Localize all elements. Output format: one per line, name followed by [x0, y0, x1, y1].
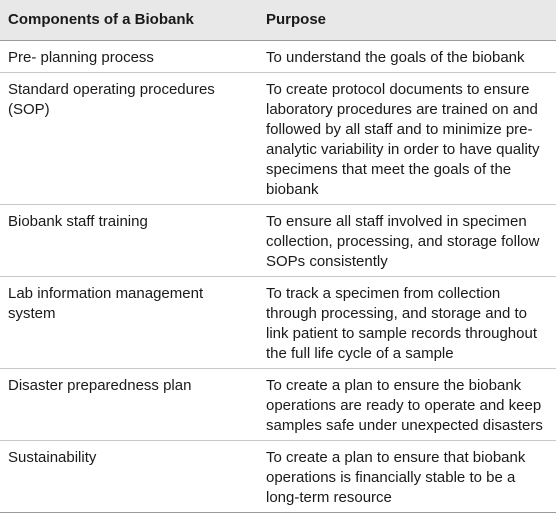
purpose-cell: To track a specimen from collection through processing, and storage and to link patient to sample records throughout the full life cycle of a sample	[258, 277, 556, 369]
table-row	[0, 41, 556, 73]
table-row	[0, 369, 556, 441]
purpose-cell: To understand the goals of the biobank	[258, 41, 556, 73]
purpose-cell: To create a plan to ensure that biobank operations is financially stable to be a long-term resource	[258, 441, 556, 513]
table-header	[0, 0, 556, 41]
purpose-cell: To create a plan to ensure the biobank operations are ready to operate and keep samples safe under unexpected disasters	[258, 369, 556, 441]
table-row	[0, 205, 556, 277]
component-cell: Biobank staff training	[0, 205, 258, 277]
table-row	[0, 73, 556, 205]
header-purpose: Purpose	[266, 11, 327, 28]
header-row	[0, 0, 556, 41]
header-components: Components of a Biobank	[8, 11, 194, 28]
component-cell: Standard operating procedures (SOP)	[0, 73, 258, 205]
component-cell: Lab information management system	[0, 277, 258, 369]
table-body	[0, 41, 556, 513]
component-cell: Sustainability	[0, 441, 258, 513]
purpose-cell: To create protocol documents to ensure laboratory procedures are trained on and followed by all staff and to minimize pre-analytic variability in order to have quality specimens that meet the goals of the biobank	[258, 73, 556, 205]
table-row	[0, 441, 556, 513]
component-cell: Disaster preparedness plan	[0, 369, 258, 441]
table-row	[0, 277, 556, 369]
component-cell: Pre- planning process	[0, 41, 258, 73]
purpose-cell: To ensure all staff involved in specimen collection, processing, and storage follow SOPs consistently	[258, 205, 556, 277]
